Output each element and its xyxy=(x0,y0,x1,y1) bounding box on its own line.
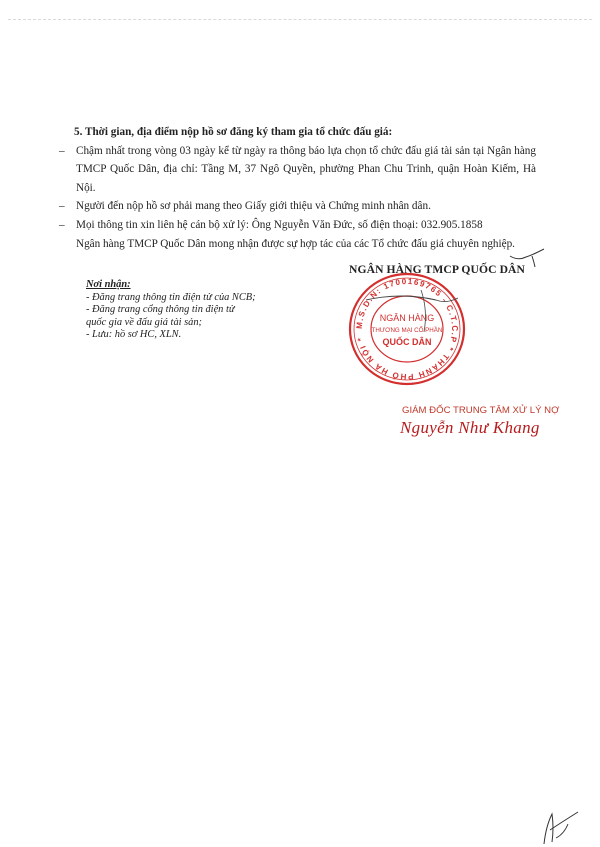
recipient-item: - Đăng trang cổng thông tin điện tử quốc gia về đấu giá tài sản; xyxy=(86,304,235,328)
recipient-item: - Đăng trang thông tin điện tử của NCB; xyxy=(86,291,256,303)
initial-mark-icon xyxy=(538,808,582,846)
bullet-dash: – xyxy=(59,200,65,213)
bullet-deadline xyxy=(59,142,536,198)
bank-name: NGÂN HÀNG TMCP QUỐC DÂN xyxy=(349,263,525,276)
recipients-title: Nơi nhận: xyxy=(86,279,131,290)
bullet-text: Mọi thông tin xin liên hệ cán bộ xử lý: Ông Nguyễn Văn Đức, số điện thoại: 032.905.1858 xyxy=(76,218,483,231)
section-heading: 5. Thời gian, địa điểm nộp hồ sơ đăng ký tham gia tổ chức đấu giá: xyxy=(74,126,393,138)
seal-center-line-2: THƯƠNG MẠI CỔ PHẦN xyxy=(371,327,443,334)
company-seal-icon xyxy=(346,270,468,388)
bullet-dash: – xyxy=(59,144,65,157)
seal-center-line-3: QUỐC DÂN xyxy=(382,337,432,347)
bullet-text: Chậm nhất trong vòng 03 ngày kể từ ngày ra thông báo lựa chọn tổ chức đấu giá tài sản tại Ngân hàng TMCP Quốc Dân, địa chỉ: Tầng M, 37 Ngô Quyền, phường Phan Chu Trinh, quận Hoàn Kiếm, Hà Nội. xyxy=(76,144,536,194)
bullet-contact xyxy=(59,216,536,235)
recipient-item: - Lưu: hồ sơ HC, XLN. xyxy=(86,329,182,341)
closing-paragraph: Ngân hàng TMCP Quốc Dân mong nhận được sự hợp tác của các Tổ chức đấu giá chuyên nghiệp. xyxy=(76,237,515,250)
seal-center-line-1: NGÂN HÀNG xyxy=(379,313,435,323)
bullet-text: Người đến nộp hồ sơ phải mang theo Giấy giới thiệu và Chứng minh nhân dân. xyxy=(76,200,431,213)
bullet-dash: – xyxy=(59,218,65,231)
bullet-documents xyxy=(59,197,536,216)
recipients-block xyxy=(86,279,256,342)
seal-ring-text: M.S.D.N: 1700169765 - C.T.C.P * THÀNH PHỐ HÀ NỘI * xyxy=(354,276,460,382)
page-top-rule xyxy=(8,19,592,20)
signer-title: GIÁM ĐỐC TRUNG TÂM XỬ LÝ NỢ xyxy=(402,405,560,416)
signer-name-signature: Nguyễn Như Khang xyxy=(400,418,540,437)
check-mark-icon xyxy=(508,248,550,268)
section-5 xyxy=(59,123,536,253)
